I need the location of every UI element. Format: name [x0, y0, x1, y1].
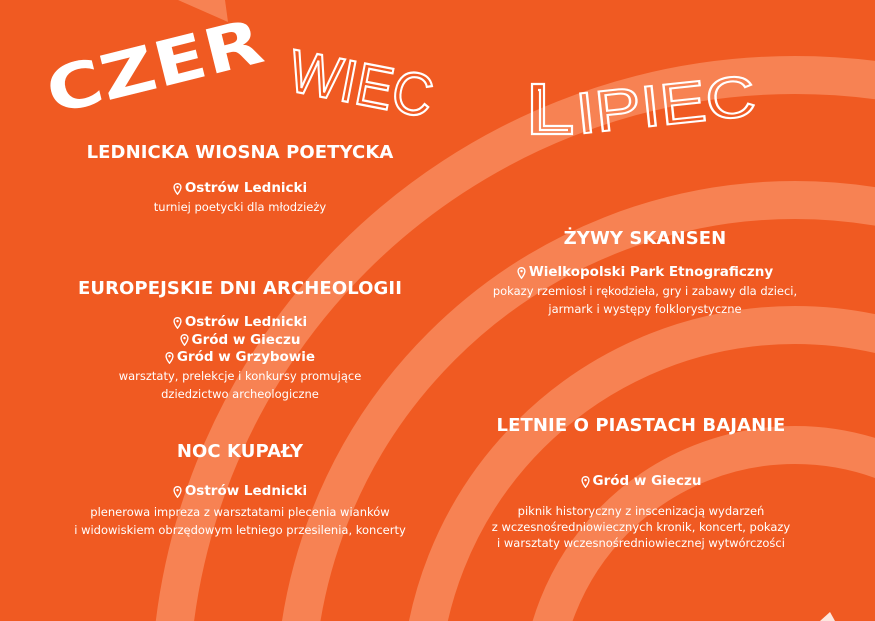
event-location-label: Ostrów Lednicki	[184, 314, 308, 330]
event-location-label: Gród w Grzybowie	[176, 349, 316, 365]
month-june-part1: CZER	[38, 14, 232, 129]
event-description: turniej poetycki dla młodzieży	[153, 199, 327, 214]
event-description: z wczesnośredniowiecznych kronik, koncert, pokazy	[491, 519, 791, 534]
map-pin-icon	[180, 334, 189, 346]
event-description: pokazy rzemiosł i rękodzieła, gry i zabawy dla dzieci,	[492, 283, 798, 298]
event-location	[581, 473, 702, 491]
event-location	[173, 483, 307, 501]
event-location	[165, 349, 315, 367]
event-location-label: Ostrów Lednicki	[184, 180, 308, 196]
map-pin-icon	[173, 183, 182, 195]
event-location	[173, 314, 307, 332]
month-july-rest: IPIEC	[572, 66, 731, 147]
event-description: warsztaty, prelekcje i konkursy promujące	[118, 368, 362, 383]
event-description: i warsztaty wczesnośredniowiecznej wytwórczości	[497, 535, 785, 550]
event-location-label: Wielkopolski Park Etnograficzny	[528, 264, 774, 280]
event-description: plenerowa impreza z warsztatami plecenia wianków	[90, 504, 390, 519]
event-description: piknik historyczny z inscenizacją wydarzeń	[517, 503, 765, 518]
event-title: LETNIE O PIASTACH BAJANIE	[496, 415, 786, 436]
event-block	[35, 278, 445, 403]
month-june-part2: WIEC	[283, 36, 451, 133]
event-description: jarmark i występy folklorystyczne	[548, 301, 742, 316]
map-pin-icon	[581, 476, 590, 488]
event-block	[440, 228, 850, 318]
month-july-l-glyph	[532, 84, 572, 134]
event-block	[40, 142, 440, 216]
event-description: dziedzictwo archeologiczne	[161, 386, 319, 401]
map-pin-icon	[517, 267, 526, 279]
map-pin-icon	[173, 486, 182, 498]
event-title: NOC KUPAŁY	[176, 441, 304, 462]
event-location-label: Ostrów Lednicki	[184, 483, 308, 499]
map-pin-icon	[173, 317, 182, 329]
event-location	[180, 332, 301, 350]
month-july-title	[528, 66, 768, 169]
event-title: EUROPEJSKIE DNI ARCHEOLOGII	[77, 278, 403, 299]
event-description: i widowiskiem obrzędowym letniego przesilenia, koncerty	[74, 522, 406, 537]
event-block	[35, 441, 445, 539]
event-location	[517, 264, 773, 282]
event-location-label: Gród w Gieczu	[191, 331, 301, 348]
event-title: ŻYWY SKANSEN	[563, 228, 727, 249]
map-pin-icon	[165, 352, 174, 364]
event-block	[436, 415, 846, 551]
event-location	[173, 180, 307, 198]
month-june-title	[38, 14, 451, 149]
event-location-label: Gród w Gieczu	[592, 473, 702, 489]
event-title: LEDNICKA WIOSNA POETYCKA	[86, 142, 394, 163]
